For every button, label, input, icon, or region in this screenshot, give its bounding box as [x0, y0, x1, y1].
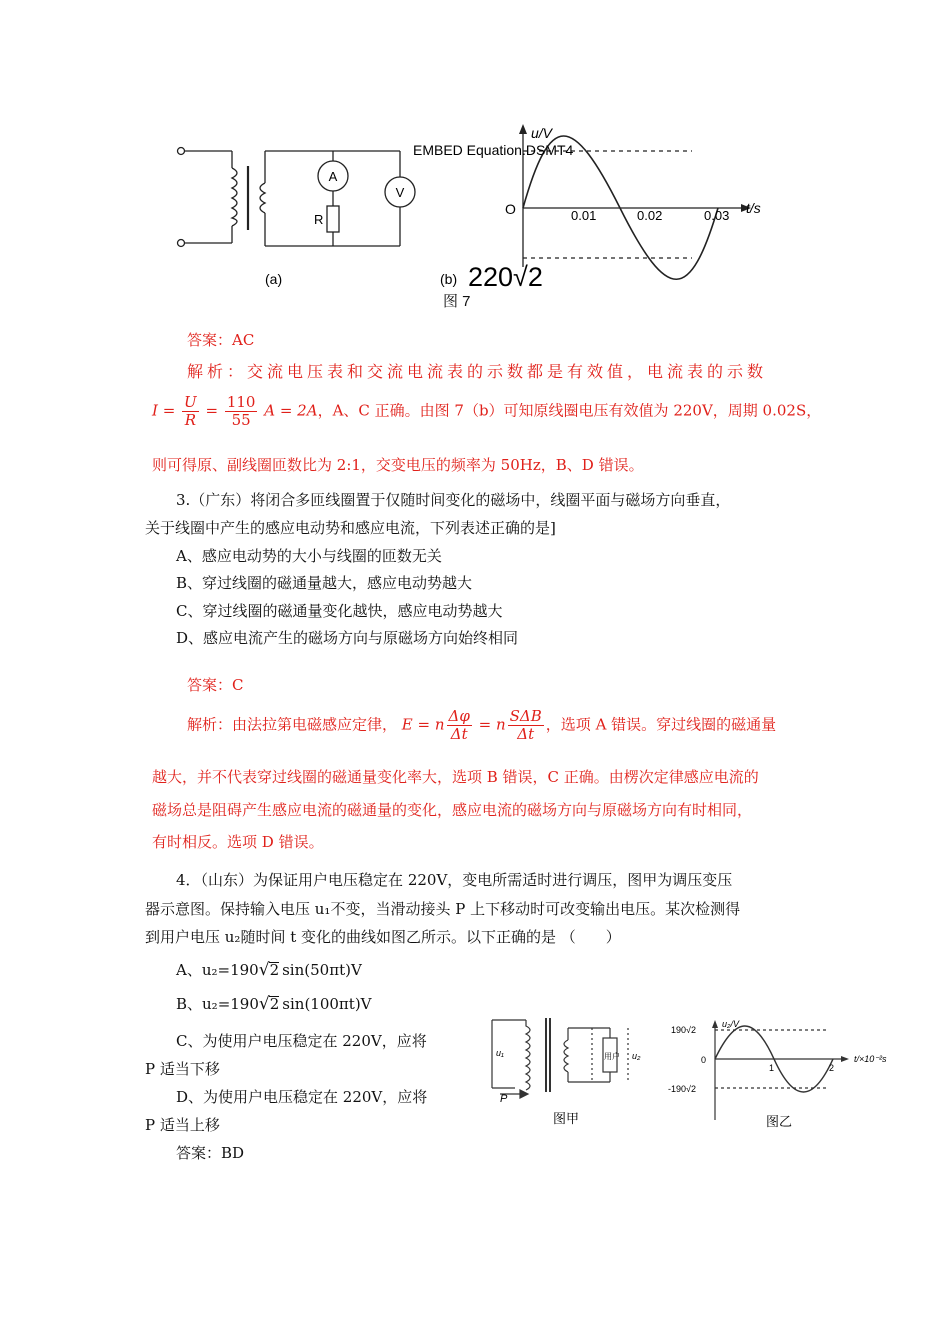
q3-option-d: D、感应电流产生的磁场方向与原磁场方向始终相同	[176, 629, 519, 647]
voltmeter-label: V	[395, 185, 405, 200]
p-label: P	[500, 1093, 508, 1105]
q2-answer: 答案：AC	[187, 331, 255, 349]
q4-option-c-line2: P 适当下移	[145, 1060, 220, 1078]
fraction-dphi-dt: $\frac{\Delta\varphi}{\Delta t}$	[448, 707, 470, 743]
formula-result: A = 2A	[264, 401, 318, 420]
q2-analysis-line2: I = $\frac{U}{R}$ = $\frac{110}{55}$ A = 2A，A、C 正确。由图 7（b）可知原线圈电压有效值为 220V，周期 0.02S，	[152, 393, 822, 429]
y-axis-label: u₂/V	[722, 1019, 739, 1029]
q3-analysis-suffix: ，选项 A 错误。穿过线圈的磁通量	[545, 715, 777, 734]
tick-label: 0.02	[637, 208, 663, 223]
q3-analysis-line2: 越大，并不代表穿过线圈的磁通量变化率大，选项 B 错误，C 正确。由楞次定律感应电流的	[152, 768, 759, 786]
resistor-label: R	[314, 212, 324, 227]
resistor	[327, 206, 339, 232]
q4-stem-line2: 器示意图。保持输入电压 u₁不变，当滑动接头 P 上下移动时可改变输出电压。某次检测得	[145, 900, 741, 918]
tick-label: 0.03	[704, 208, 730, 223]
q4-answer: 答案：BD	[176, 1144, 245, 1162]
figure-a-label: (a)	[265, 271, 283, 287]
fig-yi-caption: 图乙	[766, 1114, 793, 1129]
terminal-bottom	[178, 240, 185, 247]
figure-yi-graph	[668, 1018, 918, 1135]
q3-option-b: B、穿过线圈的磁通量越大，感应电动势越大	[176, 574, 473, 592]
q2-analysis-line1: 解析：交流电压表和交流电流表的示数都是有效值，电流表的示数	[187, 362, 768, 381]
figure7-caption: 图 7	[443, 293, 471, 310]
u1-label: u₁	[496, 1048, 504, 1058]
figure-jia-transformer	[480, 1010, 660, 1135]
bottom-label: -190√2	[668, 1084, 696, 1094]
figure7-circuit	[170, 128, 430, 298]
x-axis-label: t/×10⁻²s	[854, 1054, 887, 1064]
q3-answer: 答案：C	[187, 676, 244, 694]
q3-option-a: A、感应电动势的大小与线圈的匝数无关	[176, 547, 442, 565]
q3-analysis-line4: 有时相反。选项 D 错误。	[152, 833, 324, 851]
figure7-graph	[410, 122, 780, 298]
q4-option-d-line2: P 适当上移	[145, 1116, 220, 1134]
primary-coil	[526, 1020, 530, 1090]
q4-option-b: B、u₂=190√2 sin(100πt)V	[176, 994, 372, 1014]
origin-label: O	[505, 201, 516, 217]
tick-2: 2	[829, 1063, 835, 1073]
tick-1: 1	[769, 1063, 775, 1073]
q3-analysis-prefix: 解析：由法拉第电磁感应定律，	[187, 715, 398, 734]
fraction-110-55: $\frac{110}{55}$	[226, 393, 256, 429]
q2-analysis-line2-rest: ，A、C 正确。由图 7（b）可知原线圈电压有效值为 220V，周期 0.02S，	[317, 401, 822, 420]
q4-option-d-line1: D、为使用户电压稳定在 220V，应将	[176, 1088, 428, 1106]
tick-label: 0.01	[571, 208, 597, 223]
q3-stem-line2: 关于线圈中产生的感应电动势和感应电流，下列表述正确的是]	[145, 519, 556, 537]
formula-I: I	[152, 401, 158, 420]
user-label: 用户	[604, 1052, 620, 1061]
figure-b-label: (b)	[440, 271, 458, 287]
y-axis-label: u/V	[531, 125, 553, 141]
q3-stem-line1: 3.（广东）将闭合多匝线圈置于仅随时间变化的磁场中，线圈平面与磁场方向垂直，	[176, 491, 731, 509]
fraction-U-R: $\frac{U}{R}$	[184, 393, 197, 429]
primary-coil	[232, 168, 237, 226]
fig-jia-caption: 图甲	[553, 1111, 580, 1126]
fraction-SdB-dt: $\frac{\text{SΔB}}{\Delta t}$	[509, 707, 542, 743]
q3-analysis-line3: 磁场总是阻碍产生感应电流的磁通量的变化，感应电流的磁场方向与原磁场方向有时相同，	[152, 801, 753, 819]
zero-label: 0	[701, 1055, 707, 1065]
ammeter-label: A	[328, 169, 338, 184]
q3-analysis-line1: 解析：由法拉第电磁感应定律， E = n $\frac{\Delta\varphi}{\Delta t}$ = n $\frac{\text{SΔB}}{\Delta t}$ ，选项 A 错误。穿过线圈的磁通量	[187, 707, 777, 743]
embed-equation-text: EMBED Equation.DSMT4	[413, 142, 574, 158]
q4-stem-line1: 4．（山东）为保证用户电压稳定在 220V，变电所需适时进行调压，图甲为调压变压	[176, 871, 733, 889]
secondary-coil	[260, 183, 265, 213]
amplitude-label: 220√2	[468, 262, 543, 292]
q2-analysis-line3: 则可得原、副线圈匝数比为 2:1，交变电压的频率为 50Hz，B、D 错误。	[152, 456, 644, 474]
x-axis-label: t/s	[746, 200, 761, 216]
q4-stem-line3: 到用户电压 u₂随时间 t 变化的曲线如图乙所示。以下正确的是 （ ）	[145, 928, 621, 946]
q4-option-a: A、u₂=190√2 sin(50πt)V	[176, 960, 362, 980]
top-label: 190√2	[671, 1025, 696, 1035]
terminal-top	[178, 148, 185, 155]
q4-option-c-line1: C、为使用户电压稳定在 220V，应将	[176, 1032, 427, 1050]
q3-option-c: C、穿过线圈的磁通量变化越快，感应电动势越大	[176, 602, 503, 620]
u2-label: u₂	[632, 1051, 641, 1061]
secondary-coil	[564, 1040, 568, 1072]
